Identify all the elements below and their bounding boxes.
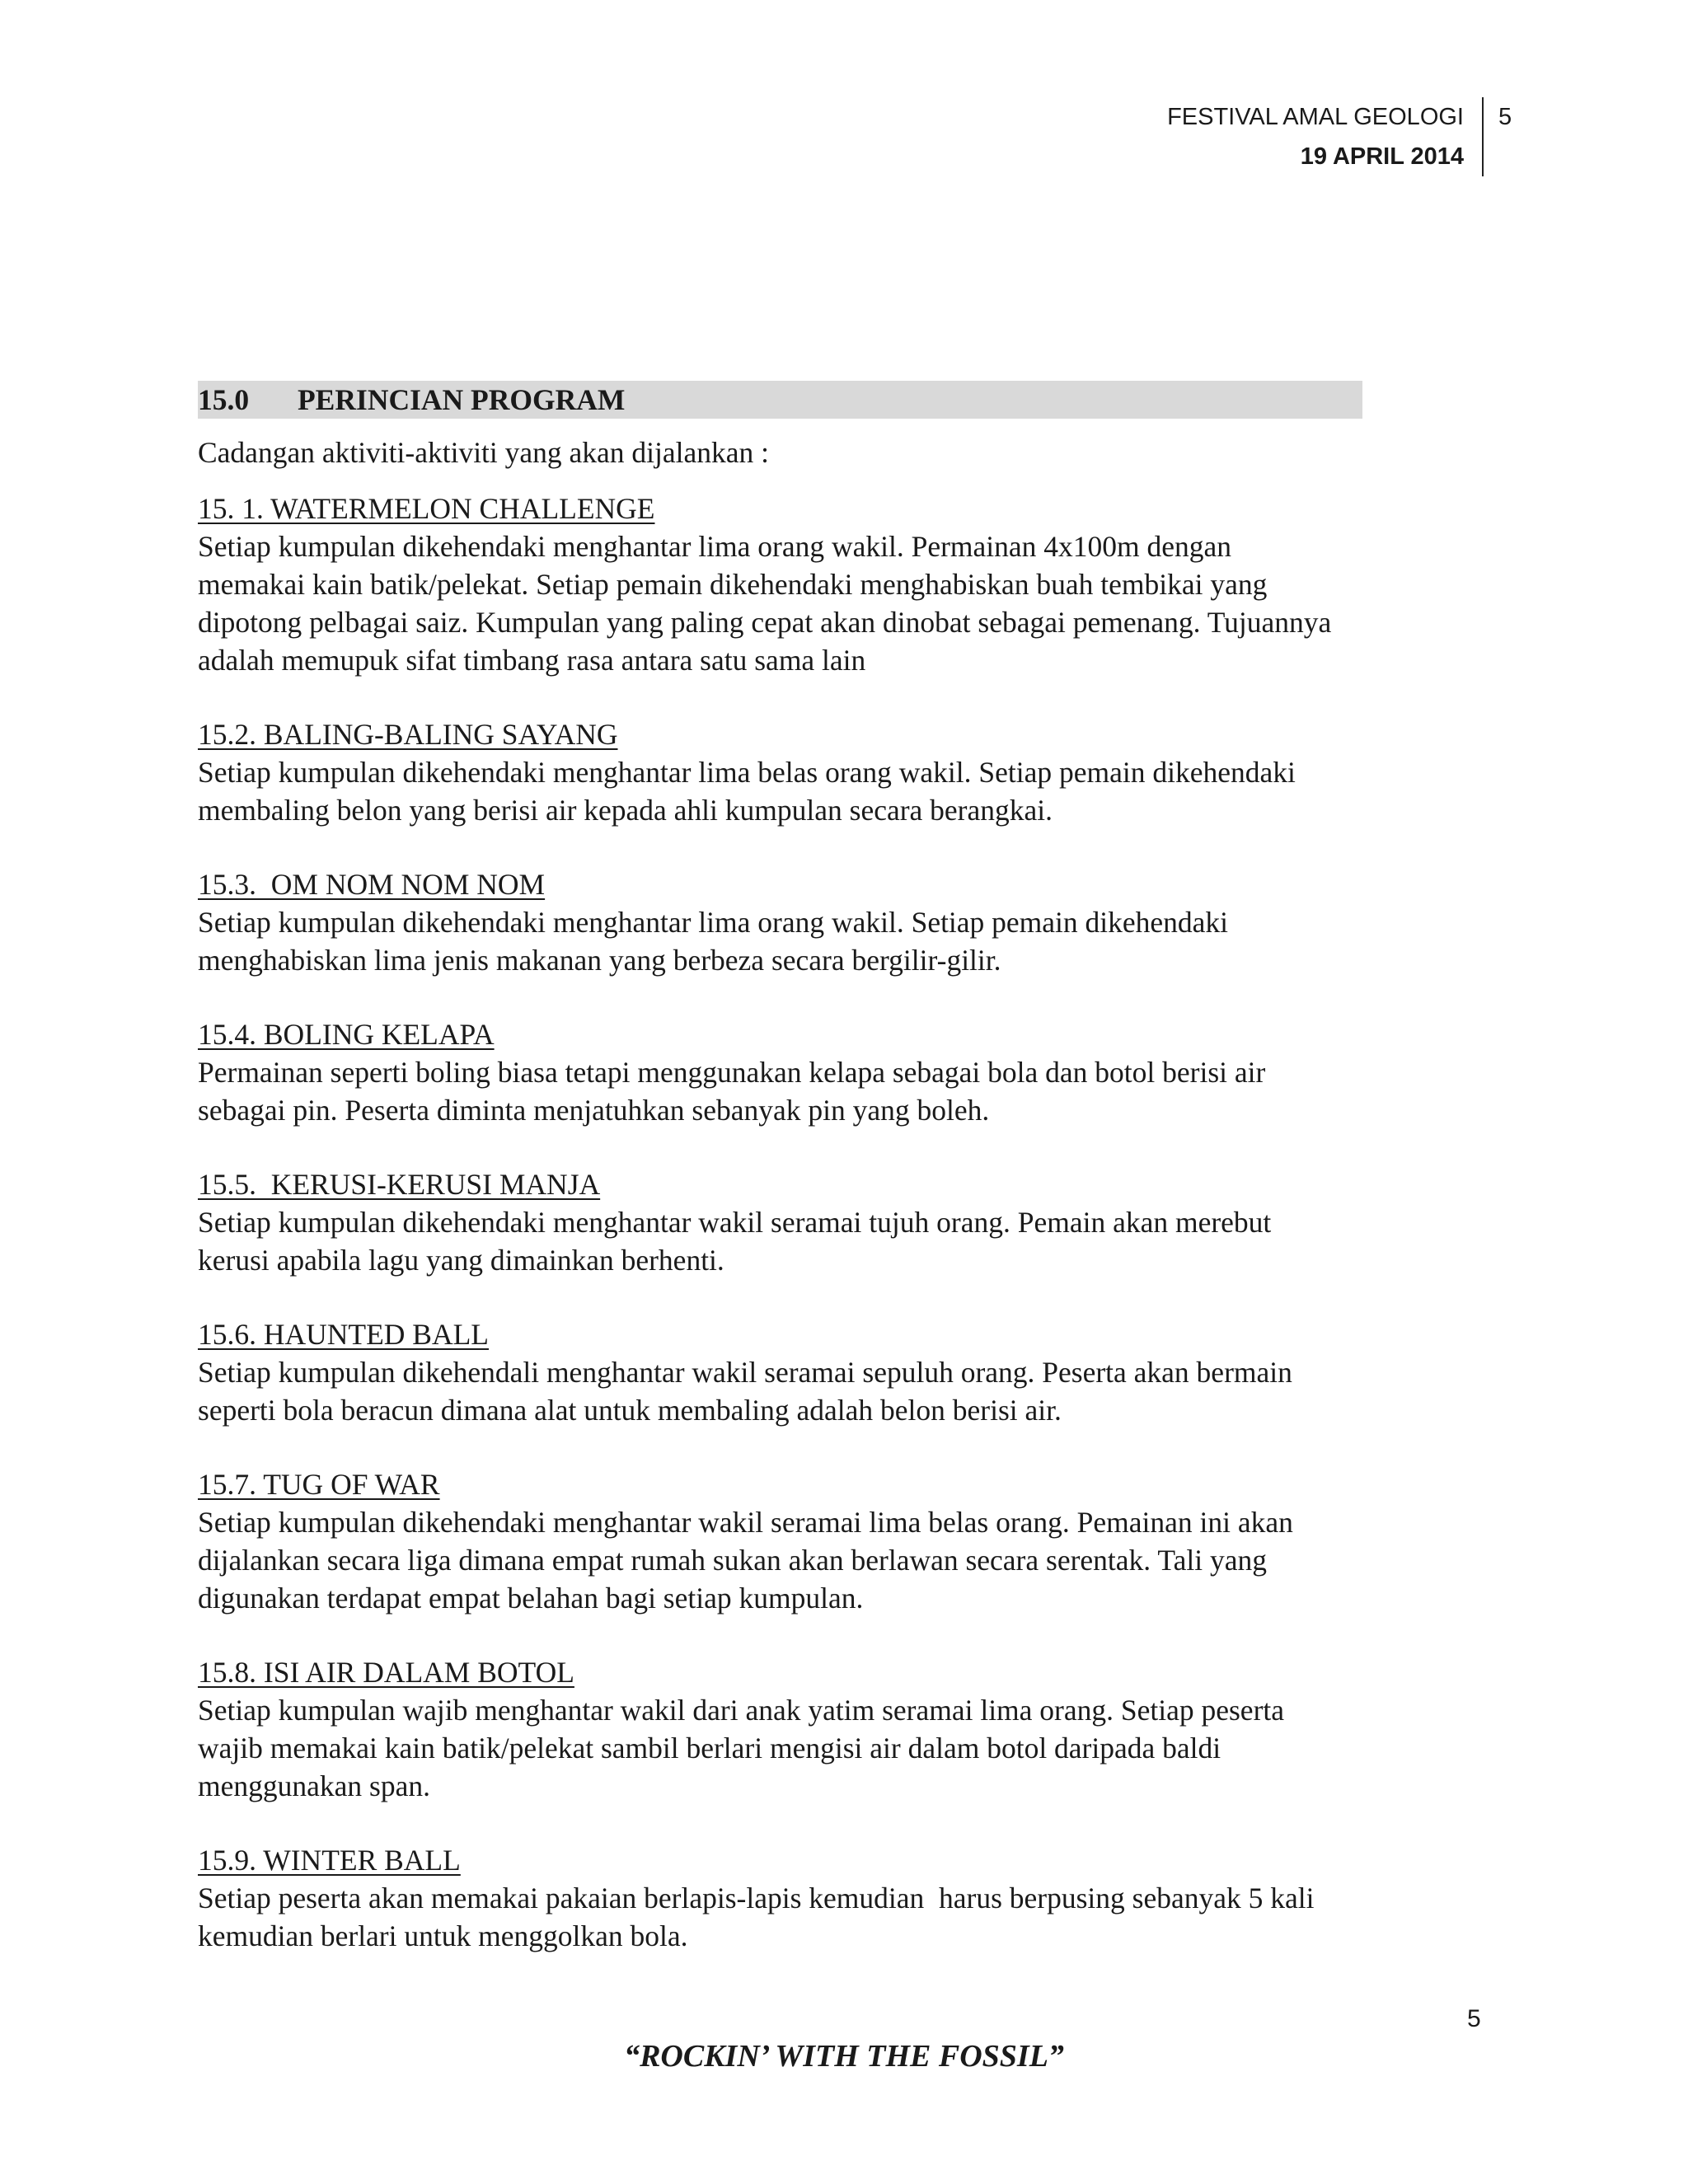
activity-item bbox=[198, 1465, 1484, 1617]
activity-description-line: Setiap kumpulan dikehendaki menghantar wakil seramai tujuh orang. Pemain akan merebut bbox=[198, 1206, 1272, 1239]
document-body bbox=[198, 381, 1484, 1955]
activity-list bbox=[198, 490, 1484, 1955]
activity-description-line: menggunakan span. bbox=[198, 1769, 430, 1802]
activity-item bbox=[198, 1841, 1484, 1955]
activity-title: 15. 1. WATERMELON CHALLENGE bbox=[198, 492, 655, 525]
activity-title: 15.5. KERUSI-KERUSI MANJA bbox=[198, 1168, 601, 1201]
page-header bbox=[1002, 97, 1484, 176]
activity-title: 15.8. ISI AIR DALAM BOTOL bbox=[198, 1656, 574, 1689]
activity-item bbox=[198, 490, 1484, 679]
activity-item bbox=[198, 1653, 1484, 1805]
footer-page-number: 5 bbox=[1467, 2005, 1481, 2032]
header-page-number: 5 bbox=[1498, 104, 1512, 130]
header-date: 19 APRIL 2014 bbox=[1300, 143, 1464, 170]
activity-description-line: kemudian berlari untuk menggolkan bola. bbox=[198, 1919, 688, 1952]
activity-title: 15.4. BOLING KELAPA bbox=[198, 1018, 495, 1051]
activity-description-line: menghabiskan lima jenis makanan yang berbeza secara bergilir-gilir. bbox=[198, 944, 1001, 977]
activity-title: 15.2. BALING-BALING SAYANG bbox=[198, 718, 618, 751]
activity-description-line: dijalankan secara liga dimana empat rumah sukan akan berlawan secara serentak. Tali yang bbox=[198, 1544, 1267, 1577]
activity-description-line: wajib memakai kain batik/pelekat sambil berlari mengisi air dalam botol daripada baldi bbox=[198, 1732, 1221, 1765]
activity-title: 15.9. WINTER BALL bbox=[198, 1844, 461, 1877]
activity-description-line: memakai kain batik/pelekat. Setiap pemain dikehendaki menghabiskan buah tembikai yang bbox=[198, 568, 1268, 601]
activity-description-line: membaling belon yang berisi air kepada ahli kumpulan secara berangkai. bbox=[198, 794, 1053, 827]
section-title: PERINCIAN PROGRAM bbox=[298, 383, 626, 416]
section-intro: Cadangan aktiviti-aktiviti yang akan dijalankan : bbox=[198, 436, 770, 469]
activity-description-line: Setiap kumpulan dikehendaki menghantar lima orang wakil. Permainan 4x100m dengan bbox=[198, 530, 1232, 563]
activity-title: 15.3. OM NOM NOM NOM bbox=[198, 868, 546, 901]
activity-description-line: Setiap kumpulan wajib menghantar wakil dari anak yatim seramai lima orang. Setiap peserta bbox=[198, 1694, 1285, 1727]
activity-description-line: digunakan terdapat empat belahan bagi setiap kumpulan. bbox=[198, 1582, 864, 1615]
activity-item bbox=[198, 865, 1484, 979]
activity-description-line: kerusi apabila lagu yang dimainkan berhenti. bbox=[198, 1244, 724, 1277]
activity-item bbox=[198, 1165, 1484, 1279]
activity-description-line: dipotong pelbagai saiz. Kumpulan yang paling cepat akan dinobat sebagai pemenang. Tujuannya bbox=[198, 606, 1332, 639]
activity-description-line: Setiap kumpulan dikehendaki menghantar lima orang wakil. Setiap pemain dikehendaki bbox=[198, 906, 1229, 939]
activity-item bbox=[198, 1015, 1484, 1129]
header-title: FESTIVAL AMAL GEOLOGI bbox=[1167, 104, 1464, 130]
activity-description-line: seperti bola beracun dimana alat untuk membaling adalah belon berisi air. bbox=[198, 1394, 1062, 1427]
activity-description-line: Setiap peserta akan memakai pakaian berlapis-lapis kemudian harus berpusing sebanyak 5 kali bbox=[198, 1882, 1315, 1915]
activity-title: 15.6. HAUNTED BALL bbox=[198, 1318, 489, 1351]
activity-description-line: Permainan seperti boling biasa tetapi menggunakan kelapa sebagai bola dan botol berisi air bbox=[198, 1056, 1266, 1089]
section-number: 15.0 bbox=[198, 383, 250, 416]
activity-description-line: sebagai pin. Peserta diminta menjatuhkan sebanyak pin yang boleh. bbox=[198, 1094, 990, 1127]
activity-item bbox=[198, 1315, 1484, 1429]
footer-motto: “ROCKIN’ WITH THE FOSSIL” bbox=[624, 2039, 1064, 2074]
activity-item bbox=[198, 715, 1484, 829]
activity-description-line: adalah memupuk sifat timbang rasa antara satu sama lain bbox=[198, 644, 866, 677]
activity-description-line: Setiap kumpulan dikehendaki menghantar wakil seramai lima belas orang. Pemainan ini akan bbox=[198, 1506, 1293, 1539]
section-heading bbox=[198, 381, 1362, 419]
activity-description-line: Setiap kumpulan dikehendaki menghantar lima belas orang wakil. Setiap pemain dikehendaki bbox=[198, 756, 1296, 789]
activity-title: 15.7. TUG OF WAR bbox=[198, 1468, 440, 1501]
activity-description-line: Setiap kumpulan dikehendali menghantar wakil seramai sepuluh orang. Peserta akan bermain bbox=[198, 1356, 1292, 1389]
